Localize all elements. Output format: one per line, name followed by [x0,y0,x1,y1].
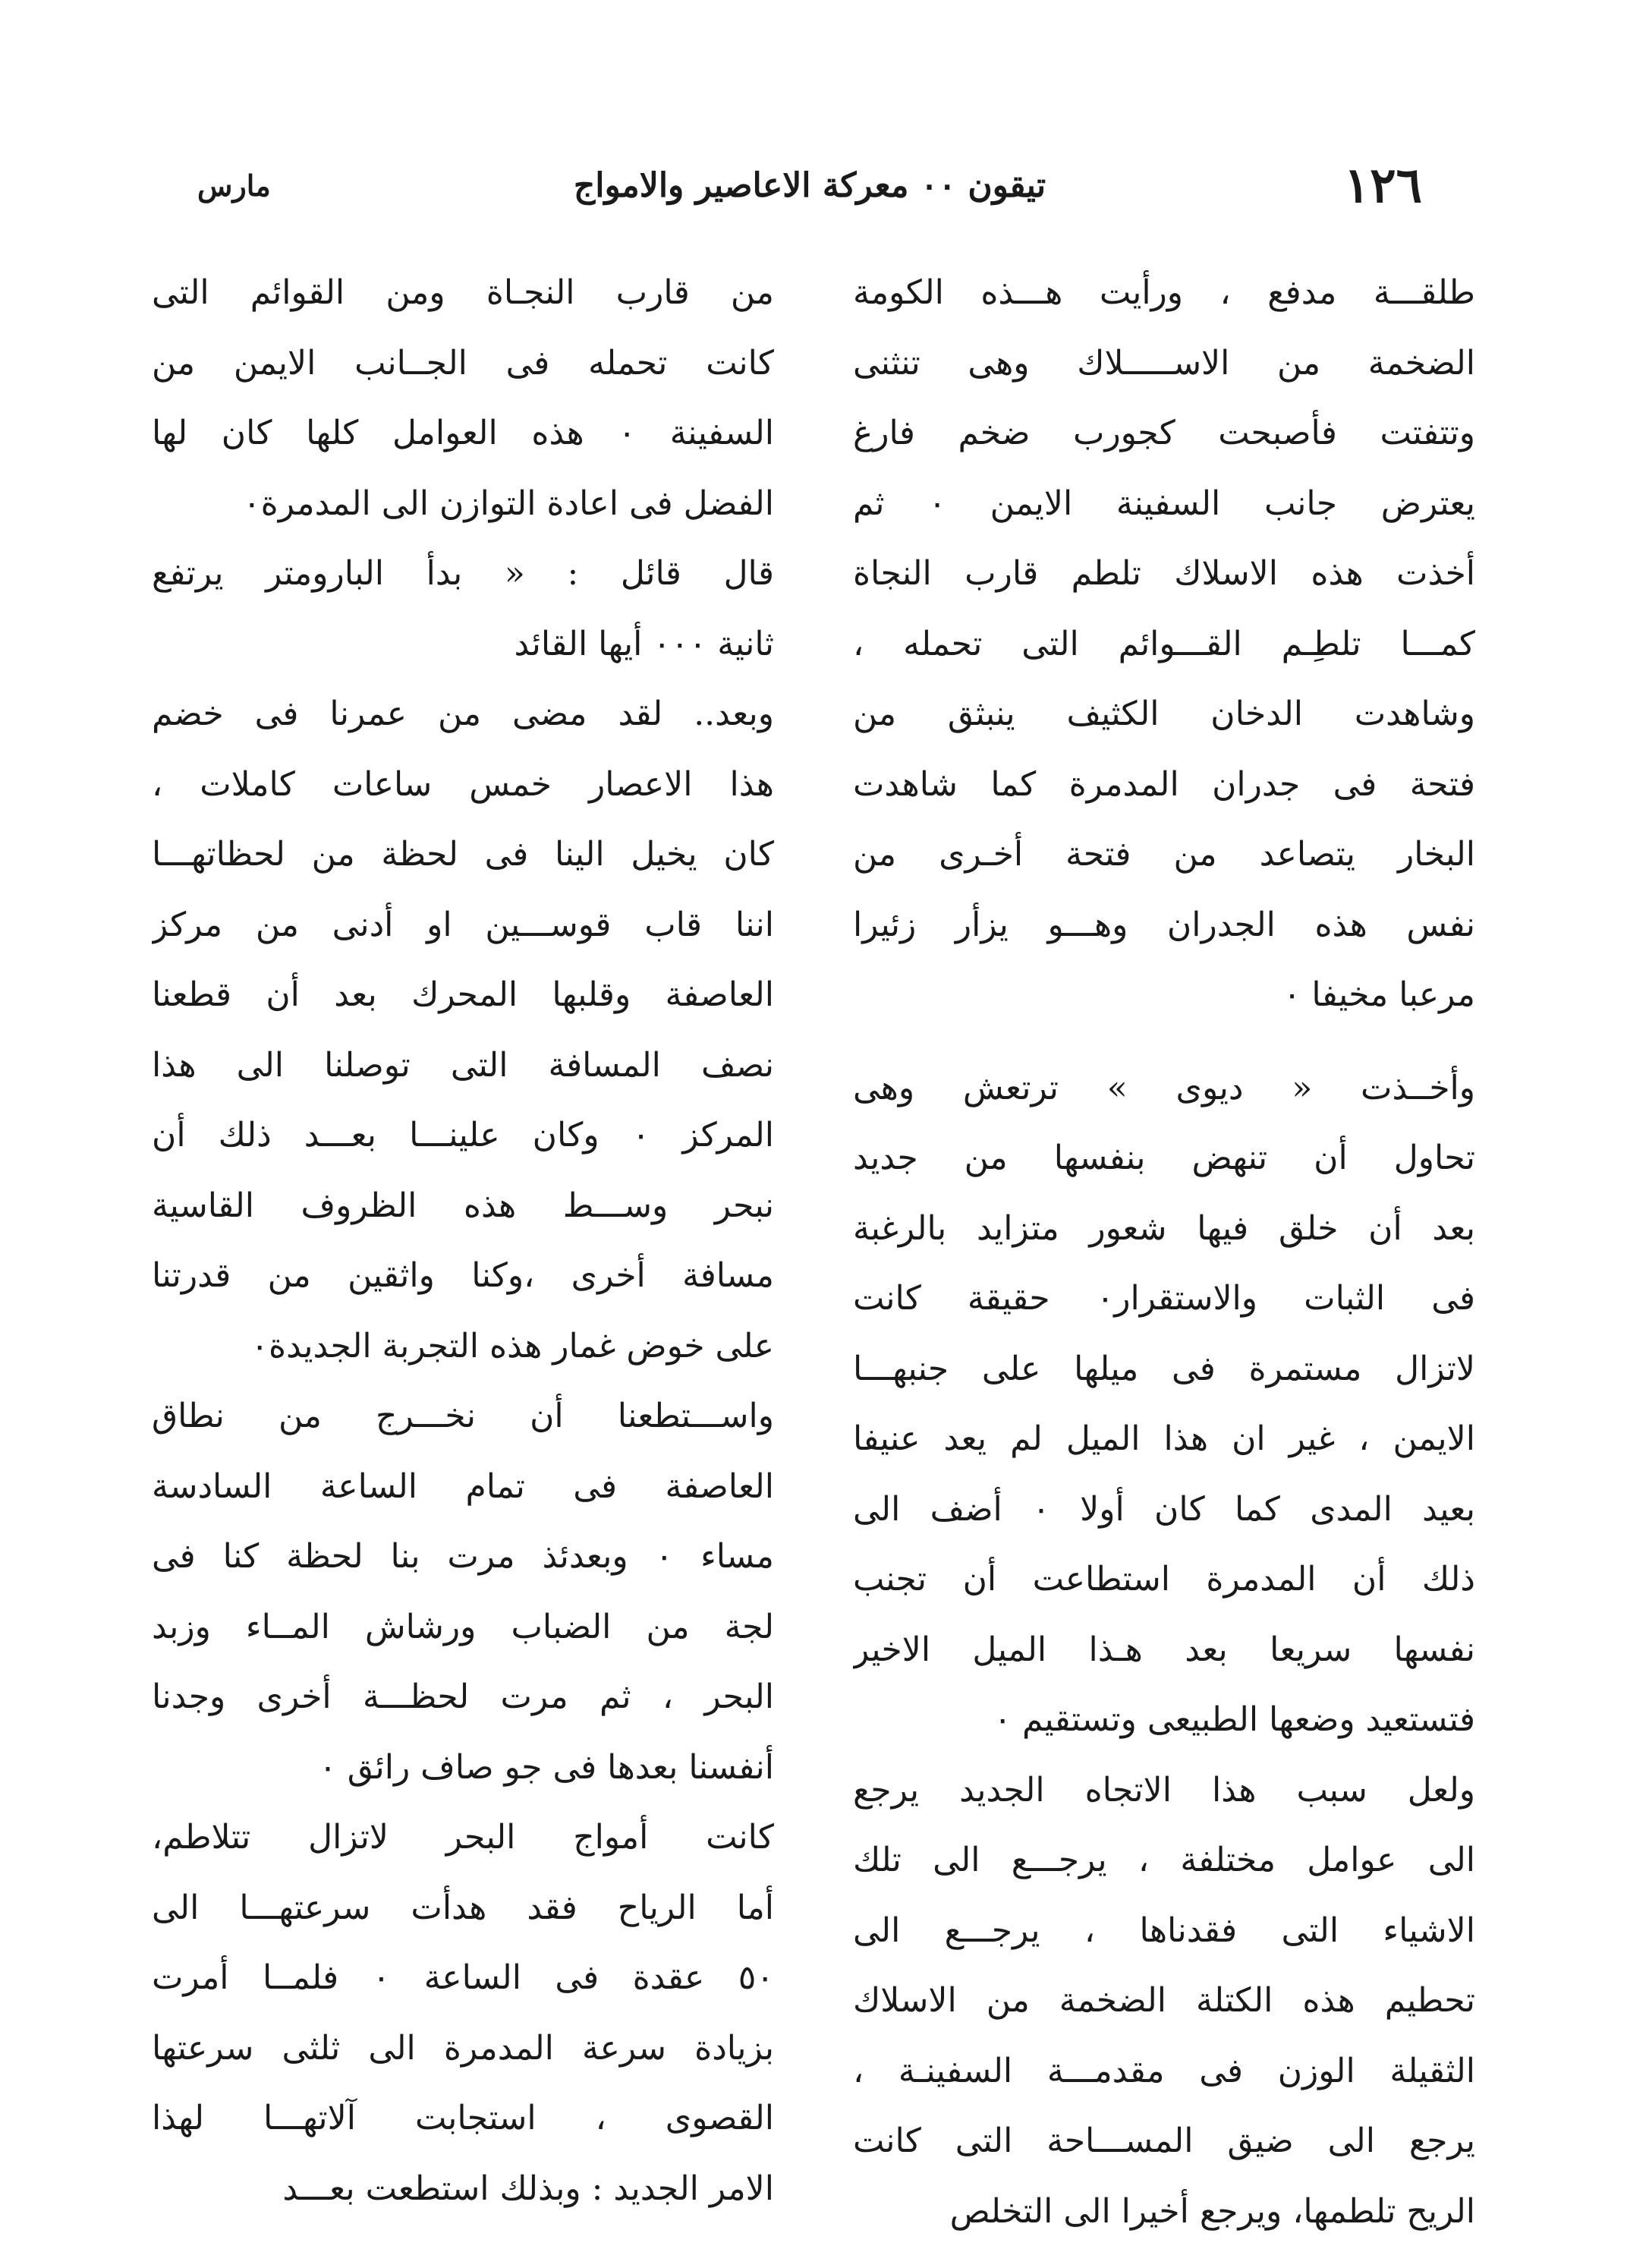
text-line: الريح تلطمها، ويرجع أخيرا الى التخلص [949,2191,1475,2231]
text-line: بعد أن خلق فيها شعور متزايد بالرغبة [853,1208,1475,1248]
text-line: الاشياء التى فقدناها ، يرجـــع الى [853,1910,1475,1950]
text-line: الى عوامل مختلفة ، يرجـــع الى تلك [853,1841,1475,1879]
text-line: قال قائل : « بدأ البارومتر يرتفع [152,554,774,593]
text-line: طلقـــة مدفع ، ورأيت هـــذه الكومة [853,273,1475,312]
text-line: الايمن ، غير ان هذا الميل لم يعد عنيفا [853,1419,1475,1458]
text-line: نفس هذه الجدران وهـــو يزأر زئيرا [853,905,1475,944]
text-line: وشاهدت الدخان الكثيف ينبثق من [853,695,1475,733]
text-line: مرعبا مخيفا ٠ [1282,975,1475,1014]
text-line: المركز ٠ وكان علينـــا بعـــد ذلك أن [152,1116,774,1154]
left-column [152,258,774,2224]
text-line: اننا قاب قوســـين او أدنى من مركز [152,905,774,944]
text-line: تحطيم هذه الكتلة الضخمة من الاسلاك [853,1981,1475,2020]
text-line: البحر ، ثم مرت لحظـــة أخرى وجدنا [152,1677,774,1716]
text-line: السفينة ٠ هذه العوامل كلها كان لها [152,414,774,452]
text-line: الثقيلة الوزن فى مقدمـــة السفينـة ، [853,2051,1475,2090]
text-line: كان يخيل الينا فى لحظة من لحظاتهـــا [152,835,774,874]
text-line: نصف المسافة التى توصلنا الى هذا [152,1045,774,1085]
text-line: كانت أمواج البحر لاتزال تتلاطم، [152,1818,774,1857]
text-line: بعيد المدى كما كان أولا ٠ أضف الى [853,1489,1475,1529]
text-line: مسافة أخرى ،وكنا واثقين من قدرتنا [152,1256,774,1295]
text-line: نفسها سريعا بعد هـذا الميل الاخير [853,1630,1475,1669]
text-line: ٥٠ عقدة فى الساعة ٠ فلمــا أمرت [152,1958,774,1997]
text-line: أما الرياح فقد هدأت سرعتهـــا الى [152,1888,774,1927]
text-line: من قارب النجـاة ومن القوائم التى [152,273,774,312]
text-line: الفضل فى اعادة التوازن الى المدمرة٠ [243,484,774,523]
text-line: نبحر وســـط هذه الظروف القاسية [152,1186,774,1225]
text-line: الضخمة من الاســـــلاك وهى تنثنى [853,343,1475,383]
text-line: كانت تحمله فى الجــانب الايمن من [152,343,774,383]
text-line: لجة من الضباب ورشاش المــاء وزبد [152,1607,774,1646]
month-label: مارس [197,169,271,203]
text-line: أخذت هذه الاسلاك تلطم قارب النجاة [853,554,1475,593]
text-line: ذلك أن المدمرة استطاعت أن تجنب [853,1560,1475,1599]
text-line: لاتزال مستمرة فى ميلها على جنبهـــا [853,1349,1475,1388]
text-line: تحاول أن تنهض بنفسها من جديد [853,1139,1475,1177]
text-line: يرجع الى ضيق المســـاحة التى كانت [853,2122,1475,2160]
text-line: ولعل سبب هذا الاتجاه الجديد يرجع [853,1770,1475,1810]
text-line: فتستعيد وضعها الطبيعى وتستقيم ٠ [993,1700,1475,1739]
text-line: على خوض غمار هذه التجربة الجديدة٠ [250,1326,774,1366]
text-line: كمـــا تلطِـم القـــوائم التى تحمله ، [853,624,1475,663]
text-line: وبعد.. لقد مضى من عمرنا فى خضم [152,695,774,733]
text-line: وتتفتت فأصبحت كجورب ضخم فارغ [853,414,1475,452]
text-line: وأخــذت « ديوى » ترتعش وهى [853,1068,1475,1107]
text-line: العاصفة وقلبها المحرك بعد أن قطعنا [152,975,774,1014]
text-line: بزيادة سرعة المدمرة الى ثلثى سرعتها [152,2028,774,2068]
page-number: ١٢٦ [1343,157,1422,214]
text-line: أنفسنا بعدها فى جو صاف رائق ٠ [319,1747,774,1787]
text-line: ثانية ٠٠٠ أيها القائد [514,624,774,663]
text-line: مساء ٠ وبعدئذ مرت بنا لحظة كنا فى [152,1537,774,1576]
text-line: فتحة فى جدران المدمرة كما شاهدت [853,764,1475,804]
running-title: تيقون ٠٠ معركة الاعاصير والامواج [573,166,1046,205]
paragraph-gap [853,1031,1475,1054]
text-line: العاصفة فى تمام الساعة السادسة [152,1466,774,1506]
right-column [853,258,1475,2247]
text-line: القصوى ، استجابت آلاتهـــا لهذا [152,2099,774,2137]
text-line: يعترض جانب السفينة الايمن ٠ ثم [853,484,1475,523]
page-header [197,152,1422,220]
text-line: هذا الاعصار خمس ساعات كاملات ، [152,764,774,804]
text-line: البخار يتصاعد من فتحة أخـرى من [853,835,1475,874]
text-line: فى الثبات والاستقرار٠ حقيقة كانت [853,1279,1475,1318]
text-line: الامر الجديد : وبذلك استطعت بعـــد [282,2169,774,2208]
text-line: واســـتطعنا أن نخـــرج من نطاق [152,1397,774,1435]
